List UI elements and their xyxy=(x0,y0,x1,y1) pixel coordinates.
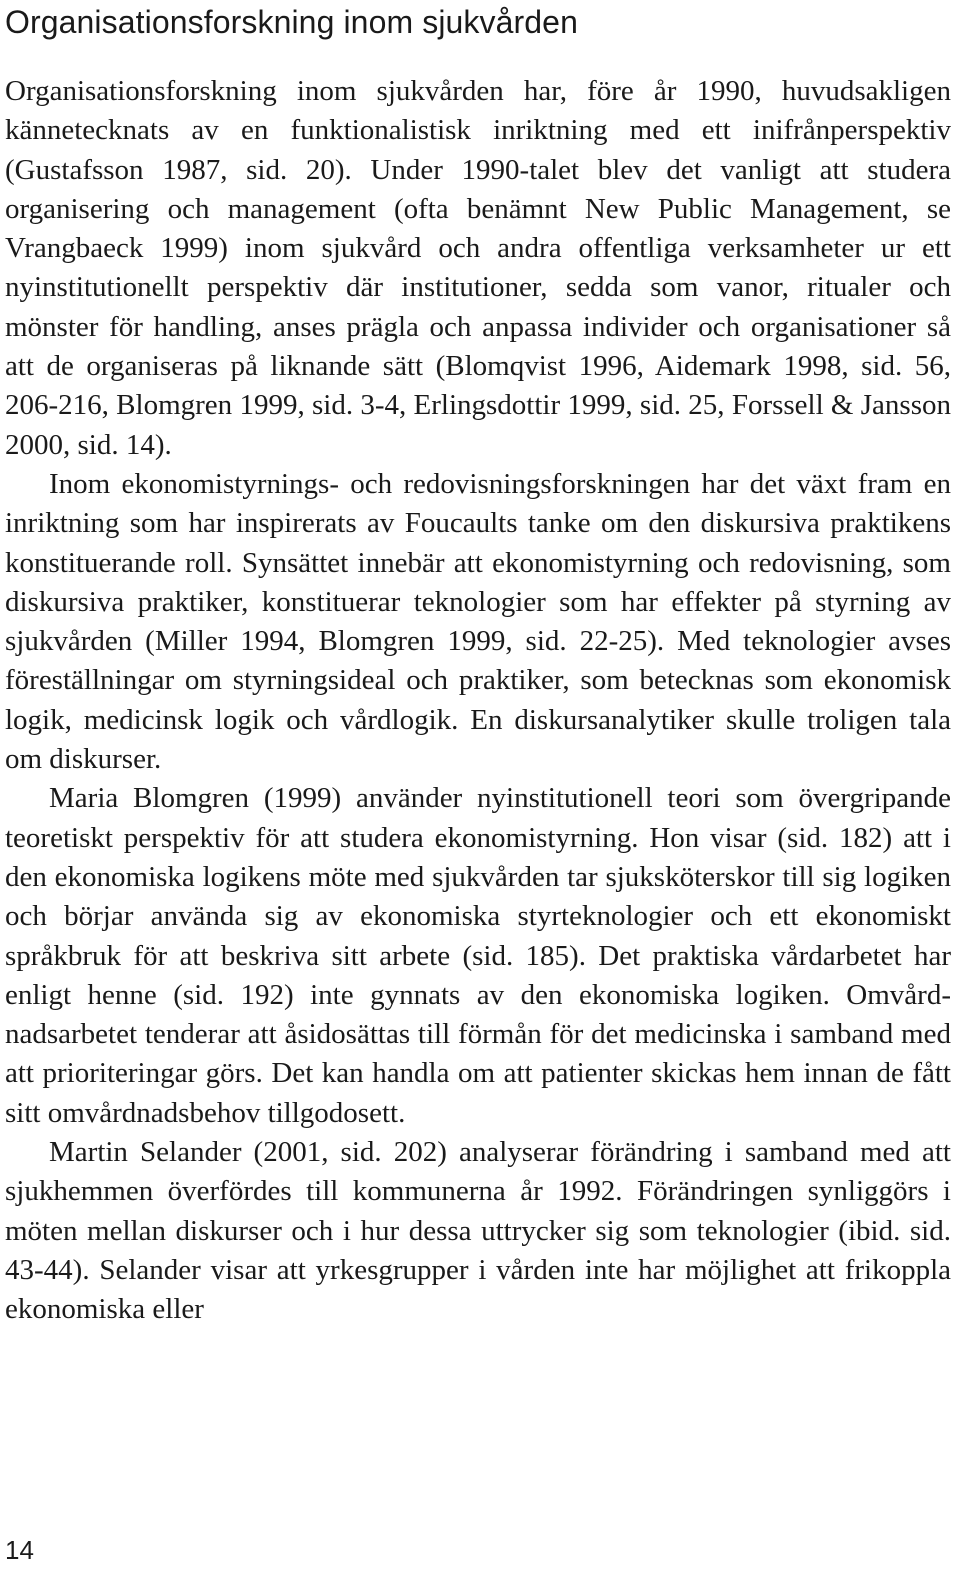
paragraph-3: Maria Blomgren (1999) använder nyinstitutionell teori som övergripande teoretiskt perspektiv för att studera ekonomistyrning. Hon visar (sid. 182) att i den ekonomiska logikens möte med sjukvården tar sjuksköterskor till sig logiken och börjar använda sig av ekonomiska styrteknologier och ett ekonomiskt språkbruk för att beskriva sitt arbete (sid. 185). Det praktiska vårdarbetet har enligt henne (sid. 192) inte gynnats av den ekonomiska logiken. Omvårdnadsarbetet tenderar att åsidosättas till förmån för det medicinska i samband med att prioriteringar görs. Det kan handla om att patienter skickas hem innan de fått sitt omvårdnadsbehov tillgodosett. xyxy=(5,782,951,1129)
paragraph-4: Martin Selander (2001, sid. 202) analyserar förändring i samband med att sjukhemmen överfördes till kommunerna år 1992. Förändringen synliggörs i möten mellan diskurser och i hur dessa uttrycker sig som teknologier (ibid. sid. 43-44). Selander visar att yrkesgrupper i vården inte har möjlighet att frikoppla ekonomiska eller xyxy=(5,1136,951,1326)
document-page xyxy=(5,0,951,1330)
paragraph-1: Organisationsforskning inom sjukvården har, före år 1990, huvudsakligen kännetecknats av en funktionalistisk inriktning med ett inifrånperspektiv (Gustafsson 1987, sid. 20). Under 1990-talet blev det vanligt att studera organisering och management (ofta benämnt New Public Management, se Vrangbaeck 1999) inom sjukvård och andra offentliga verksamheter ur ett nyinstitutionellt perspektiv där institutioner, sedda som vanor, ritualer och mönster för handling, anses prägla och anpassa individer och organisationer så att de organiseras på liknande sätt (Blomqvist 1996, Aidemark 1998, sid. 56, 206-216, Blomgren 1999, sid. 3-4, Erlingsdottir 1999, sid. 25, Forssell & Jansson 2000, sid. 14). xyxy=(5,75,951,461)
section-heading: Organisationsforskning inom sjukvården xyxy=(5,4,578,40)
body-text xyxy=(5,72,951,1330)
paragraph-2: Inom ekonomistyrnings- och redovisningsforskningen har det växt fram en inriktning som har inspirerats av Foucaults tanke om den diskursiva praktikens konstituerande roll. Synsättet innebär att ekonomistyrning och redovisning, som diskursiva praktiker, konstituerar teknologier som har effekter på styrning av sjukvården (Miller 1994, Blomgren 1999, sid. 22-25). Med teknologier avses föreställningar om styrningsideal och praktiker, som betecknas som ekonomisk logik, medicinsk logik och vårdlogik. En diskursanalytiker skulle troligen tala om diskurser. xyxy=(5,467,951,776)
page-number: 14 xyxy=(5,1535,34,1565)
